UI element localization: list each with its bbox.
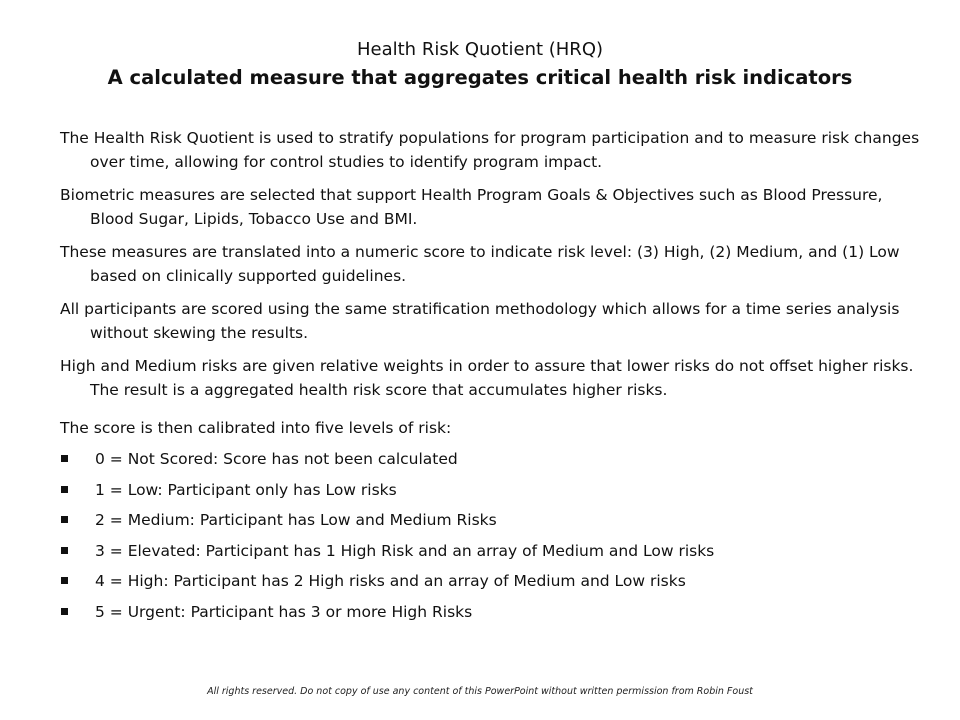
paragraph-relative-weights: High and Medium risks are given relative weights in order to assure that lower risks do not offset higher risks. The result is a aggregated health risk score that accumulates higher risks. bbox=[60, 357, 914, 399]
square-bullet-icon bbox=[61, 608, 68, 615]
square-bullet-icon bbox=[61, 486, 68, 493]
title-block bbox=[0, 38, 960, 92]
risk-level-text: 3 = Elevated: Participant has 1 High Risk and an array of Medium and Low risks bbox=[95, 541, 715, 560]
risk-level-text: 5 = Urgent: Participant has 3 or more High Risks bbox=[95, 602, 473, 621]
slide-title: Health Risk Quotient (HRQ) bbox=[356, 39, 604, 60]
risk-level-5 bbox=[60, 600, 920, 624]
risk-level-text: 0 = Not Scored: Score has not been calculated bbox=[95, 450, 458, 468]
risk-level-2 bbox=[60, 508, 920, 532]
risk-level-text: 1 = Low: Participant only has Low risks bbox=[95, 480, 397, 499]
square-bullet-icon bbox=[61, 577, 68, 584]
slide-subtitle: A calculated measure that aggregates critical health risk indicators bbox=[107, 66, 853, 89]
risk-level-4 bbox=[60, 569, 920, 593]
square-bullet-icon bbox=[61, 547, 68, 554]
risk-levels-list bbox=[60, 447, 920, 624]
levels-intro: The score is then calibrated into five levels of risk: bbox=[60, 419, 452, 437]
risk-level-0 bbox=[60, 447, 920, 471]
paragraph-numeric-score: These measures are translated into a numeric score to indicate risk level: (3) High, (2) Medium, and (1) Low based on clinically supported guidelines. bbox=[60, 243, 900, 285]
paragraph-biometric-measures: Biometric measures are selected that support Health Program Goals & Objectives such as Blood Pressure, Blood Sugar, Lipids, Tobacco Use and BMI. bbox=[60, 186, 883, 228]
paragraph-stratification: All participants are scored using the same stratification methodology which allows for a time series analysis without skewing the results. bbox=[60, 300, 900, 342]
paragraph-hrq-purpose: The Health Risk Quotient is used to stratify populations for program participation and to measure risk changes over time, allowing for control studies to identify program impact. bbox=[60, 129, 920, 171]
square-bullet-icon bbox=[61, 455, 68, 462]
copyright-footer: All rights reserved. Do not copy of use any content of this PowerPoint without written permission from Robin Foust bbox=[207, 686, 753, 697]
content-body bbox=[60, 126, 920, 630]
risk-level-3 bbox=[60, 539, 920, 563]
square-bullet-icon bbox=[61, 516, 68, 523]
risk-level-text: 4 = High: Participant has 2 High risks and an array of Medium and Low risks bbox=[95, 572, 686, 590]
risk-level-text: 2 = Medium: Participant has Low and Medium Risks bbox=[95, 511, 497, 529]
risk-level-1 bbox=[60, 478, 920, 502]
